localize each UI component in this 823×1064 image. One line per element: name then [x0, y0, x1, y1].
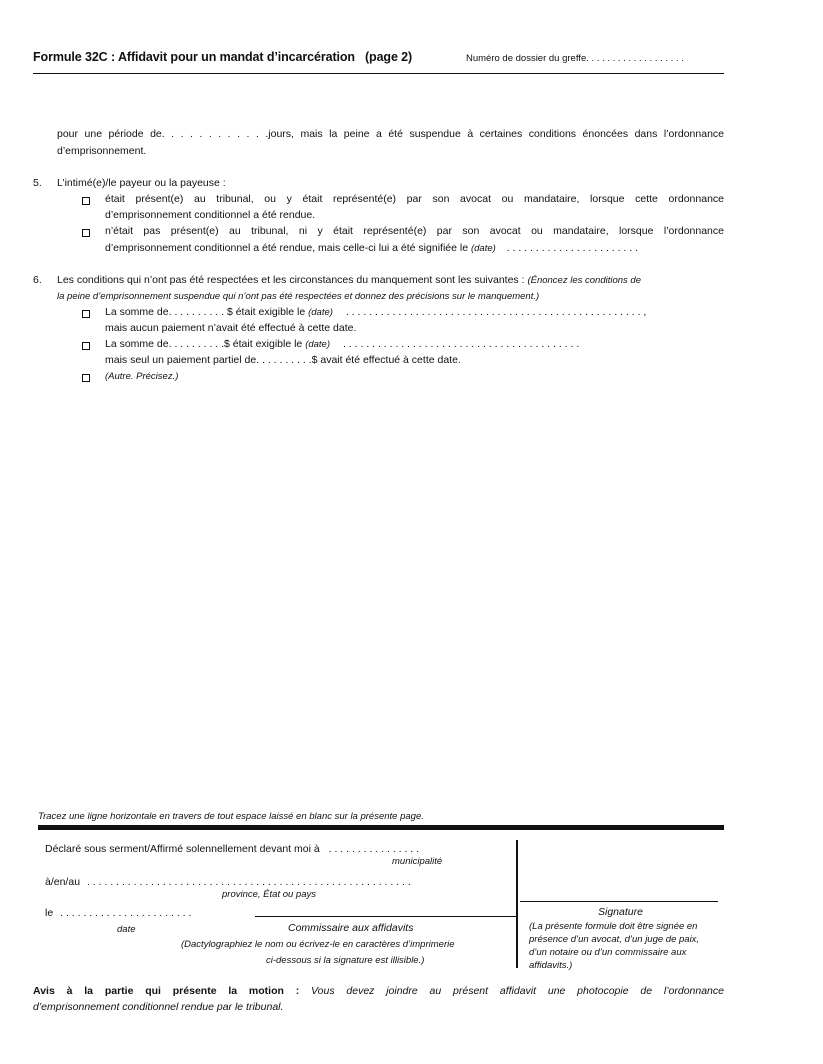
section-6-amount-due-text: La somme de. . . . . . . . . . $ était exigible le	[105, 306, 306, 318]
form-title	[33, 50, 412, 64]
jurat-at-line	[45, 876, 411, 888]
jurat-top-rule	[38, 825, 724, 830]
section-5-number: 5.	[33, 177, 42, 189]
section-6-option-partial-payment	[105, 338, 579, 350]
jurat-sworn-text: Déclaré sous serment/Affirmé solennellement devant moi à	[45, 843, 320, 855]
commissioner-label: Commissaire aux affidavits	[288, 922, 414, 934]
court-file-number-label: Numéro de dossier du greffe. . . . . . . . . . . . . . . . . . .	[466, 53, 684, 64]
section-6-checkbox-no-payment[interactable]	[82, 310, 90, 318]
jurat-date-field[interactable]: . . . . . . . . . . . . . . . . . . . . . . .	[60, 907, 192, 919]
section-6-date-field-1[interactable]: . . . . . . . . . . . . . . . . . . . . . . . . . . . . . . . . . . . . . . . . . . . . . . . . . . . ,	[345, 306, 647, 318]
signature-note-line-1: (La présente formule doit être signée en	[529, 921, 698, 932]
signature-label: Signature	[598, 906, 643, 918]
section-5-option-present-line-1: était présent(e) au tribunal, ou y était représenté(e) par son avocat ou mandataire, lorsque cette ordonnance	[105, 193, 724, 205]
section-5-checkbox-absent[interactable]	[82, 229, 90, 237]
section-5-option-present-line-2: d’emprisonnement conditionnel a été rendue.	[105, 209, 316, 221]
deponent-signature-line[interactable]	[520, 901, 718, 902]
section-6-instruction-line-2: la peine d’emprisonnement suspendue qui n’ont pas été respectées et donnez des précisions sur le manquement.)	[57, 291, 540, 302]
signature-note-line-4: affidavits.)	[529, 960, 573, 971]
section-6-date-field-2[interactable]: . . . . . . . . . . . . . . . . . . . . . . . . . . . . . . . . . . . . . . . . .	[342, 338, 580, 350]
section-6-checkbox-partial-payment[interactable]	[82, 342, 90, 350]
section-6-option-other: (Autre. Précisez.)	[105, 371, 179, 382]
jurat-date-line	[45, 907, 191, 919]
jurat-province-field[interactable]: . . . . . . . . . . . . . . . . . . . . . . . . . . . . . . . . . . . . . . . . . . . . . . . . . . . . . . . .	[86, 876, 411, 888]
commissioner-signature-line	[255, 916, 517, 917]
notice-label: Avis à la partie qui présente la motion :	[33, 985, 300, 997]
section-5-checkbox-present[interactable]	[82, 197, 90, 205]
commissioner-note-line-1: (Dactylographiez le nom ou écrivez-le en caractères d’imprimerie	[181, 939, 455, 950]
section-5-heading: L’intimé(e)/le payeur ou la payeuse :	[57, 177, 226, 189]
page-number: (page 2)	[364, 50, 413, 64]
section-6-number: 6.	[33, 274, 42, 286]
notice-line-2: d’emprisonnement conditionnel rendue par le tribunal.	[33, 1001, 284, 1013]
notice-text-1: Vous devez joindre au présent affidavit une photocopie de l’ordonnance	[311, 985, 724, 997]
signature-note-line-2: présence d’un avocat, d’un juge de paix,	[529, 934, 700, 945]
section-6-heading-line	[57, 274, 724, 286]
section-5-option-absent-line-2	[105, 242, 638, 254]
continuation-line-2: d’emprisonnement.	[57, 145, 147, 157]
header-rule	[33, 73, 724, 74]
section-6-no-payment-line-2: mais aucun paiement n’avait été effectué à cette date.	[105, 322, 357, 334]
jurat-sworn-line	[45, 843, 419, 855]
notice-line-1	[33, 985, 724, 997]
blank-space-instruction: Tracez une ligne horizontale en travers de tout espace laissé en blanc sur la présente page.	[38, 811, 424, 822]
section-5-option-absent-text: d’emprisonnement conditionnel a été rendue, mais celle-ci lui a été signifiée le	[105, 242, 469, 254]
section-6-option-no-payment	[105, 306, 646, 318]
section-6-amount-due-text-2: La somme de. . . . . . . . . .$ était exigible le	[105, 338, 303, 350]
section-5-date-label: (date)	[470, 243, 496, 254]
section-6-checkbox-other[interactable]	[82, 374, 90, 382]
section-5-option-absent-line-1: n’était pas présent(e) au tribunal, ni y était représenté(e) par son avocat ou mandataire, lorsque l’ordonnance	[105, 225, 724, 237]
section-6-date-label-2: (date)	[305, 339, 331, 350]
section-6-instruction: (Énoncez les conditions de	[527, 275, 641, 286]
section-6-heading: Les conditions qui n’ont pas été respectées et les circonstances du manquement sont les suivantes :	[57, 274, 525, 286]
continuation-line-1: pour une période de. . . . . . . . . . . .jours, mais la peine a été suspendue à certaines conditions énoncées dans l’ordonnance	[57, 128, 724, 140]
form-title-text: Formule 32C : Affidavit pour un mandat d’incarcération	[33, 50, 355, 64]
jurat-date-label: date	[117, 924, 136, 935]
section-6-date-label-1: (date)	[308, 307, 333, 318]
jurat-municipality-label: municipalité	[392, 856, 443, 867]
section-5-date-field[interactable]: . . . . . . . . . . . . . . . . . . . . . . .	[506, 242, 638, 254]
jurat-at-text: à/en/au	[45, 876, 81, 888]
section-6-partial-payment-line-2: mais seul un paiement partiel de. . . . . . . . . .$ avait été effectué à cette date.	[105, 354, 461, 366]
commissioner-note-line-2: ci-dessous si la signature est illisible.)	[266, 955, 425, 966]
jurat-on-text: le	[45, 907, 54, 919]
jurat-vertical-divider	[516, 840, 518, 968]
signature-note-line-3: d’un notaire ou d’un commissaire aux	[529, 947, 687, 958]
jurat-municipality-field[interactable]: . . . . . . . . . . . . . . . .	[328, 843, 420, 855]
jurat-province-label: province, État ou pays	[222, 889, 316, 900]
